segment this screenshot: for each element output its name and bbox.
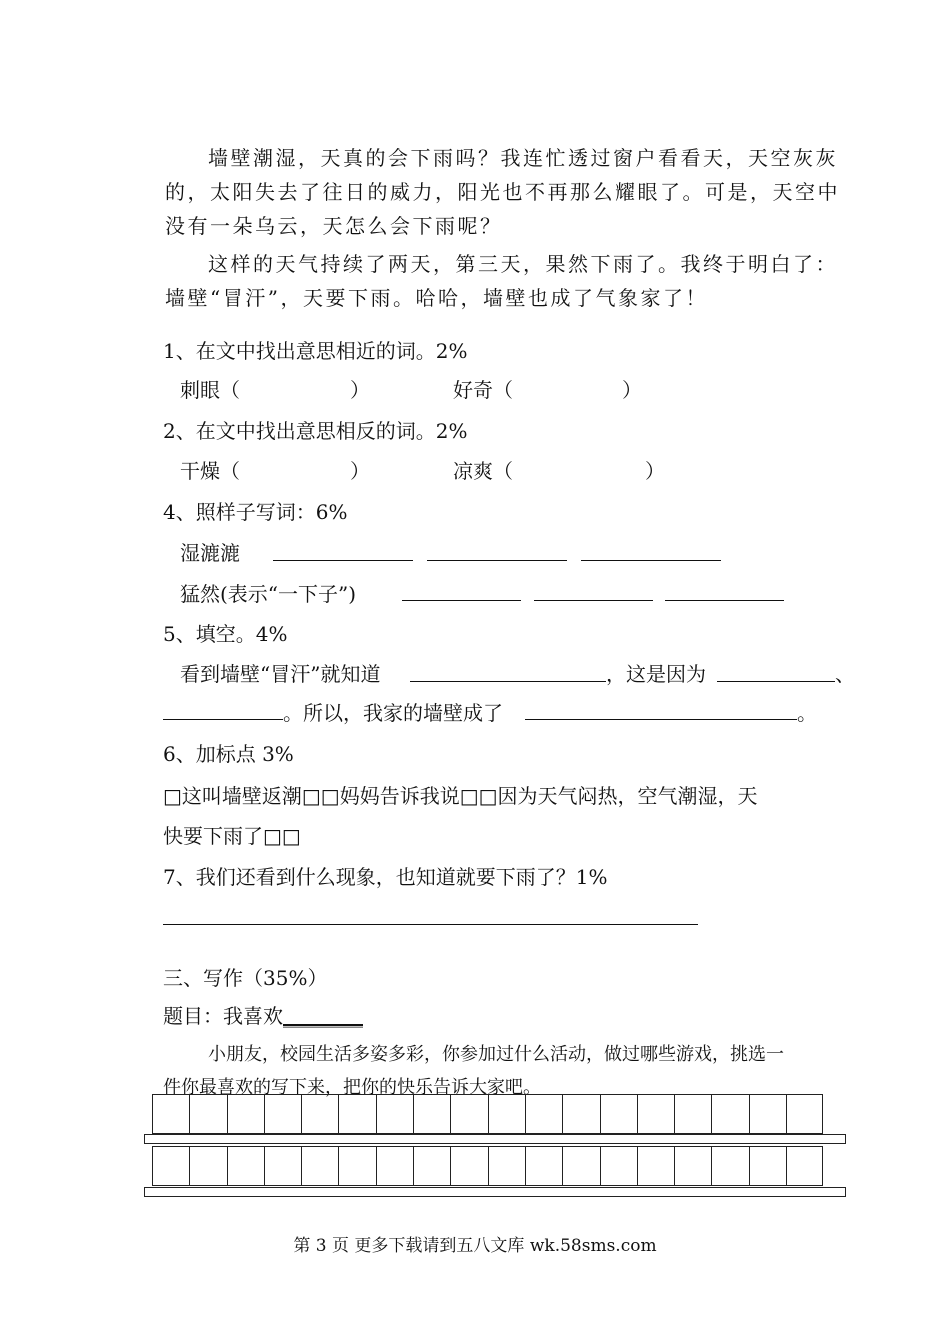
grid-cell[interactable] bbox=[637, 1146, 674, 1186]
grid-cell[interactable] bbox=[227, 1146, 264, 1186]
grid-cell[interactable] bbox=[413, 1094, 450, 1134]
question-5-blank-1[interactable] bbox=[410, 681, 606, 682]
question-1-word-1: 刺眼（ bbox=[180, 378, 240, 402]
grid-cell[interactable] bbox=[338, 1146, 375, 1186]
grid-cell[interactable] bbox=[264, 1146, 301, 1186]
question-7-title: 7、我们还看到什么现象，也知道就要下雨了？1% bbox=[163, 865, 608, 889]
writing-heading: 三、写作（35%） bbox=[163, 966, 328, 990]
question-5-blank-3[interactable] bbox=[163, 719, 283, 720]
grid-cell[interactable] bbox=[749, 1094, 786, 1134]
question-7-answer-line[interactable] bbox=[163, 924, 698, 925]
writing-topic-label: 题目：我喜欢 bbox=[163, 1004, 283, 1028]
grid-cell[interactable] bbox=[749, 1146, 786, 1186]
grid-cell[interactable] bbox=[376, 1094, 413, 1134]
question-2-answer-2-close: ） bbox=[645, 459, 665, 483]
question-6-line-2: 快要下雨了□□ bbox=[163, 824, 301, 848]
question-2-title: 2、在文中找出意思相反的词。2% bbox=[163, 419, 468, 443]
grid-cell[interactable] bbox=[227, 1094, 264, 1134]
grid-cell[interactable] bbox=[711, 1094, 748, 1134]
question-5-line-2-text-a: 。所以，我家的墙壁成了 bbox=[283, 701, 503, 725]
question-4-blank-6[interactable] bbox=[665, 600, 784, 601]
passage-paragraph-2-line-1: 这样的天气持续了两天，第三天，果然下雨了。我终于明白了： bbox=[208, 252, 838, 276]
grid-cell[interactable] bbox=[301, 1094, 338, 1134]
question-2-word-1: 干燥（ bbox=[180, 459, 240, 483]
question-5-title: 5、填空。4% bbox=[163, 622, 288, 646]
question-4-example-2: 猛然(表示“一下子”) bbox=[180, 582, 357, 606]
grid-cell[interactable] bbox=[450, 1094, 487, 1134]
passage-paragraph-1-line-3: 没有一朵乌云，天怎么会下雨呢？ bbox=[165, 214, 503, 238]
grid-cell[interactable] bbox=[674, 1146, 711, 1186]
passage-paragraph-1-line-2: 的，太阳失去了往日的威力，阳光也不再那么耀眼了。可是，天空中 bbox=[165, 180, 840, 204]
grid-cell[interactable] bbox=[264, 1094, 301, 1134]
grid-cell[interactable] bbox=[637, 1094, 674, 1134]
grid-cell[interactable] bbox=[376, 1146, 413, 1186]
writing-grid-row-1[interactable] bbox=[152, 1094, 823, 1134]
writing-prompt-line-1: 小朋友，校园生活多姿多彩，你参加过什么活动，做过哪些游戏，挑选一 bbox=[208, 1044, 784, 1065]
writing-topic bbox=[163, 1000, 363, 1029]
grid-cell[interactable] bbox=[450, 1146, 487, 1186]
passage-paragraph-2-line-2: 墙壁“冒汗”，天要下雨。哈哈，墙壁也成了气象家了！ bbox=[165, 286, 708, 310]
grid-cell[interactable] bbox=[786, 1146, 823, 1186]
question-1-answer-1-close: ） bbox=[350, 378, 370, 402]
question-5-line-1-text-b: ，这是因为 bbox=[606, 662, 706, 686]
question-1-answer-2-close: ） bbox=[622, 378, 642, 402]
question-4-blank-2[interactable] bbox=[427, 560, 567, 561]
question-4-blank-4[interactable] bbox=[402, 600, 521, 601]
question-4-example-1: 湿漉漉 bbox=[180, 541, 240, 565]
grid-cell[interactable] bbox=[600, 1146, 637, 1186]
question-6-title: 6、加标点 3% bbox=[163, 742, 294, 766]
grid-cell[interactable] bbox=[338, 1094, 375, 1134]
page-footer: 第 3 页 更多下载请到五八文库 wk.58sms.com bbox=[293, 1236, 657, 1256]
passage-paragraph-1-line-1: 墙壁潮湿，天真的会下雨吗？我连忙透过窗户看看天，天空灰灰 bbox=[208, 146, 838, 170]
grid-cell[interactable] bbox=[786, 1094, 823, 1134]
grid-cell[interactable] bbox=[488, 1094, 525, 1134]
grid-cell[interactable] bbox=[562, 1146, 599, 1186]
grid-cell[interactable] bbox=[525, 1094, 562, 1134]
writing-grid-spacer-1 bbox=[144, 1134, 846, 1144]
question-5-line-2-text-b: 。 bbox=[797, 701, 817, 725]
grid-cell[interactable] bbox=[413, 1146, 450, 1186]
question-5-line-1-text-c: 、 bbox=[835, 662, 855, 686]
question-5-blank-2[interactable] bbox=[717, 681, 835, 682]
grid-cell[interactable] bbox=[711, 1146, 748, 1186]
grid-cell[interactable] bbox=[301, 1146, 338, 1186]
writing-grid-spacer-2 bbox=[144, 1187, 846, 1197]
grid-cell[interactable] bbox=[189, 1146, 226, 1186]
grid-cell[interactable] bbox=[152, 1094, 189, 1134]
grid-cell[interactable] bbox=[152, 1146, 189, 1186]
question-4-blank-5[interactable] bbox=[534, 600, 653, 601]
writing-topic-blank[interactable]: ________ bbox=[283, 1004, 363, 1028]
question-6-line-1: □这叫墙壁返潮□□妈妈告诉我说□□因为天气闷热，空气潮湿，天 bbox=[163, 784, 758, 808]
writing-grid-row-2[interactable] bbox=[152, 1146, 823, 1186]
question-1-word-2: 好奇（ bbox=[453, 378, 513, 402]
question-1-title: 1、在文中找出意思相近的词。2% bbox=[163, 339, 468, 363]
grid-cell[interactable] bbox=[525, 1146, 562, 1186]
question-4-blank-3[interactable] bbox=[581, 560, 721, 561]
question-2-word-2: 凉爽（ bbox=[453, 459, 513, 483]
grid-cell[interactable] bbox=[488, 1146, 525, 1186]
grid-cell[interactable] bbox=[600, 1094, 637, 1134]
question-5-line-1-text-a: 看到墙壁“冒汗”就知道 bbox=[180, 662, 381, 686]
question-4-title: 4、照样子写词：6% bbox=[163, 500, 348, 524]
question-4-blank-1[interactable] bbox=[273, 560, 413, 561]
grid-cell[interactable] bbox=[562, 1094, 599, 1134]
question-5-blank-4[interactable] bbox=[525, 719, 797, 720]
grid-cell[interactable] bbox=[674, 1094, 711, 1134]
writing-prompt-line-2: 件你最喜欢的写下来，把你的快乐告诉大家吧。 bbox=[163, 1077, 541, 1098]
grid-cell[interactable] bbox=[189, 1094, 226, 1134]
question-2-answer-1-close: ） bbox=[350, 459, 370, 483]
